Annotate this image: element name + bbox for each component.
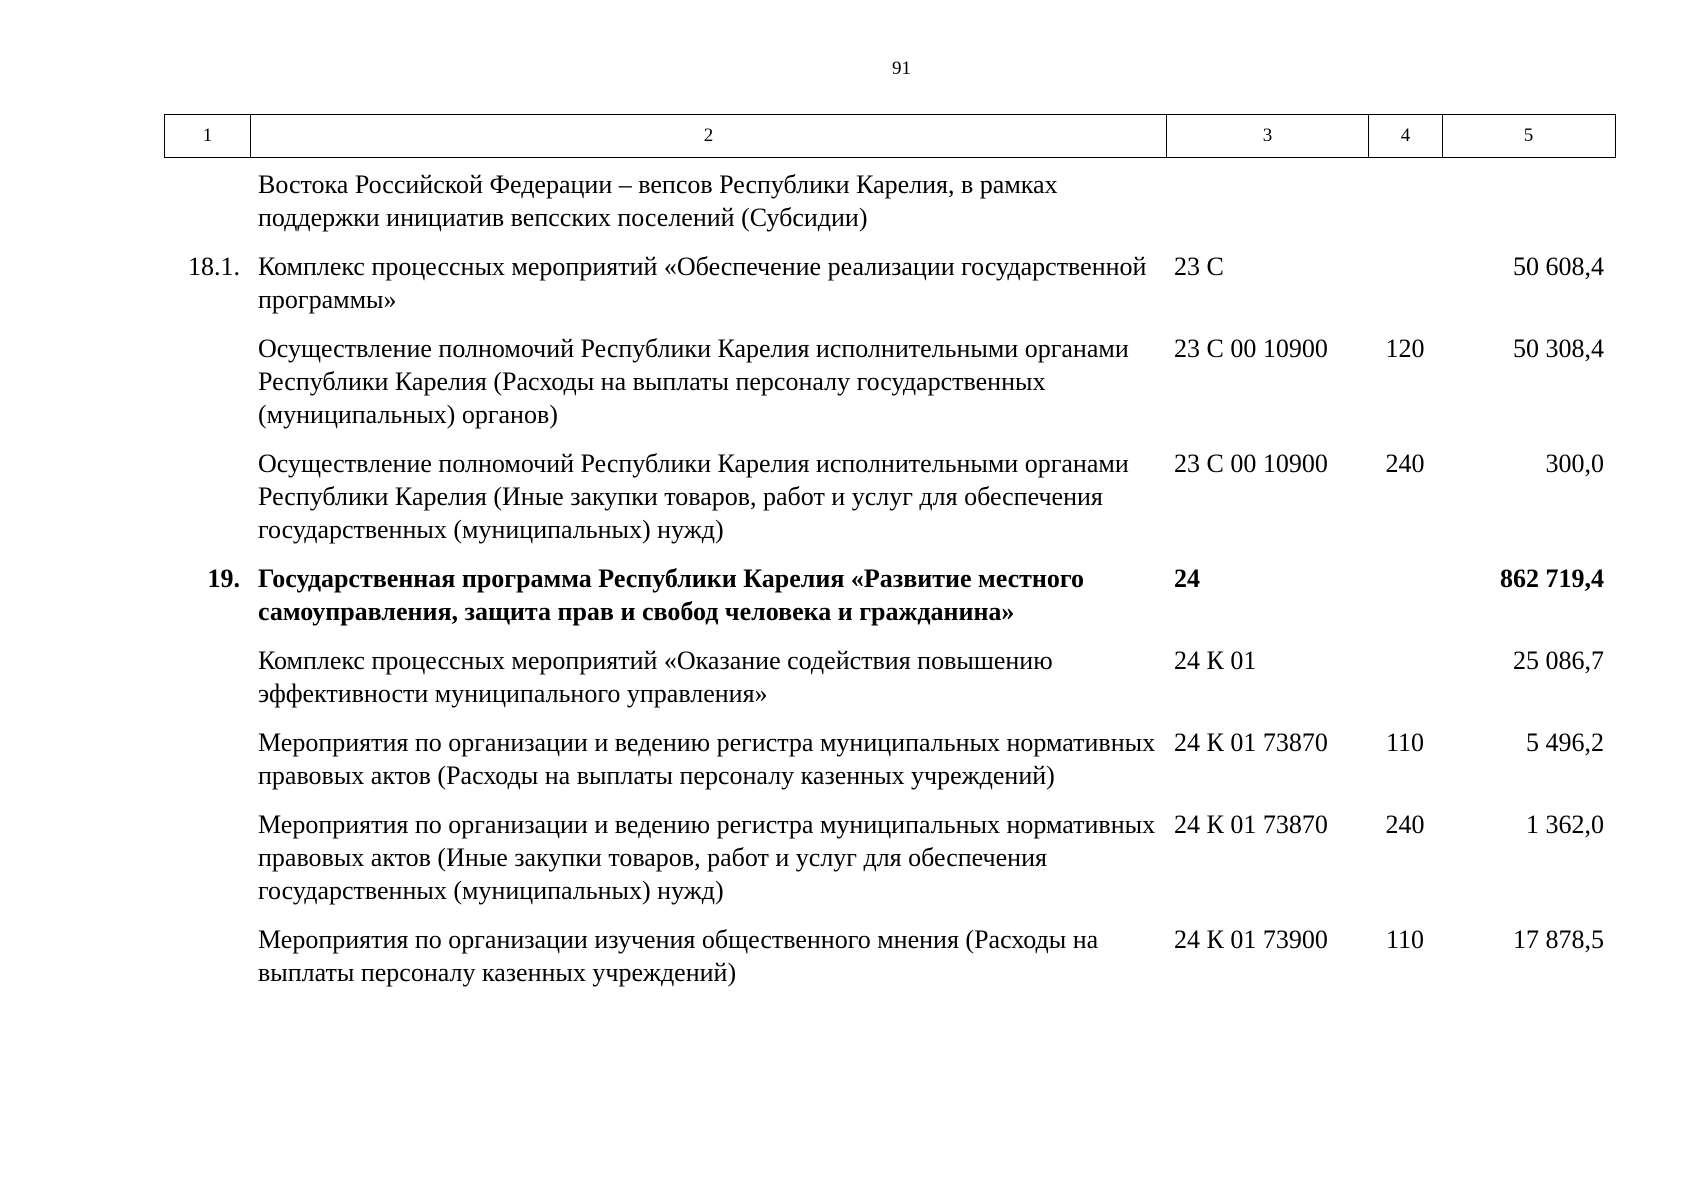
- row-description: Комплекс процессных мероприятий «Оказание содействия повышению эффективности муниципального управления»: [258, 646, 1053, 708]
- row-number: [164, 726, 250, 792]
- row-amount: 300,0: [1545, 449, 1604, 478]
- table-row: [164, 644, 1616, 710]
- row-target-code: 23 С: [1174, 252, 1224, 281]
- table-row: [164, 562, 1616, 628]
- table-row: [164, 332, 1616, 431]
- row-amount: 5 496,2: [1526, 728, 1604, 757]
- header-col-4: 4: [1369, 115, 1443, 157]
- row-number: 19.: [207, 564, 240, 593]
- row-target-code: 23 С 00 10900: [1174, 334, 1328, 363]
- row-target-code: 24 К 01 73900: [1174, 925, 1328, 954]
- row-description: Осуществление полномочий Республики Карелия исполнительными органами Республики Карелия (Иные закупки товаров, работ и услуг для обеспечения государственных (муниципальных) нужд): [258, 449, 1129, 544]
- row-target-code: [1166, 168, 1368, 234]
- header-col-2: 2: [251, 115, 1167, 157]
- row-amount: 25 086,7: [1513, 646, 1604, 675]
- row-expense-type: 110: [1385, 925, 1425, 954]
- row-description: Комплекс процессных мероприятий «Обеспечение реализации государственной программы»: [258, 252, 1147, 314]
- row-expense-type: 240: [1385, 810, 1425, 839]
- row-target-code: 24 К 01: [1174, 646, 1257, 675]
- row-expense-type: 120: [1385, 334, 1425, 363]
- row-amount: 862 719,4: [1500, 564, 1604, 593]
- row-expense-type: [1368, 644, 1442, 710]
- row-description: Государственная программа Республики Карелия «Развитие местного самоуправления, защита прав и свобод человека и гражданина»: [258, 564, 1085, 626]
- table-header: [164, 114, 1616, 158]
- row-description: Осуществление полномочий Республики Карелия исполнительными органами Республики Карелия (Расходы на выплаты персоналу государственных (муниципальных) органов): [258, 334, 1129, 429]
- row-amount: 1 362,0: [1526, 810, 1604, 839]
- row-number: [164, 808, 250, 907]
- row-expense-type: [1368, 250, 1442, 316]
- row-number: [164, 923, 250, 989]
- row-amount: [1442, 168, 1613, 234]
- row-number: [164, 332, 250, 431]
- row-target-code: 24 К 01 73870: [1174, 728, 1328, 757]
- row-number: 18.1.: [188, 252, 240, 281]
- table-row: [164, 808, 1616, 907]
- row-description: Мероприятия по организации и ведению регистра муниципальных нормативных правовых актов (Иные закупки товаров, работ и услуг для обеспечения государственных (муниципальных) нужд): [258, 810, 1156, 905]
- row-description: Мероприятия по организации изучения общественного мнения (Расходы на выплаты персоналу казенных учреждений): [258, 925, 1099, 987]
- row-target-code: 24 К 01 73870: [1174, 810, 1328, 839]
- row-target-code: 24: [1174, 564, 1200, 593]
- page-number: 91: [892, 58, 911, 79]
- row-target-code: 23 С 00 10900: [1174, 449, 1328, 478]
- header-col-3: 3: [1167, 115, 1369, 157]
- row-number: [164, 447, 250, 546]
- row-description: Мероприятия по организации и ведению регистра муниципальных нормативных правовых актов (Расходы на выплаты персоналу казенных учреждений): [258, 728, 1156, 790]
- table-row: [164, 726, 1616, 792]
- header-col-5: 5: [1523, 125, 1534, 146]
- row-number: [164, 168, 250, 234]
- row-expense-type: [1368, 168, 1442, 234]
- row-expense-type: [1368, 562, 1442, 628]
- row-description: Востока Российской Федерации – вепсов Республики Карелия, в рамках поддержки инициатив вепсских поселений (Субсидии): [258, 170, 1058, 232]
- row-amount: 17 878,5: [1513, 925, 1604, 954]
- row-expense-type: 110: [1385, 728, 1425, 757]
- table-row: [164, 250, 1616, 316]
- row-expense-type: 240: [1385, 449, 1425, 478]
- row-number: [164, 644, 250, 710]
- table-body: [164, 168, 1616, 1005]
- table-row: [164, 168, 1616, 234]
- row-amount: 50 608,4: [1513, 252, 1604, 281]
- table-row: [164, 447, 1616, 546]
- header-col-1: 1: [165, 115, 251, 157]
- table-row: [164, 923, 1616, 989]
- row-amount: 50 308,4: [1513, 334, 1604, 363]
